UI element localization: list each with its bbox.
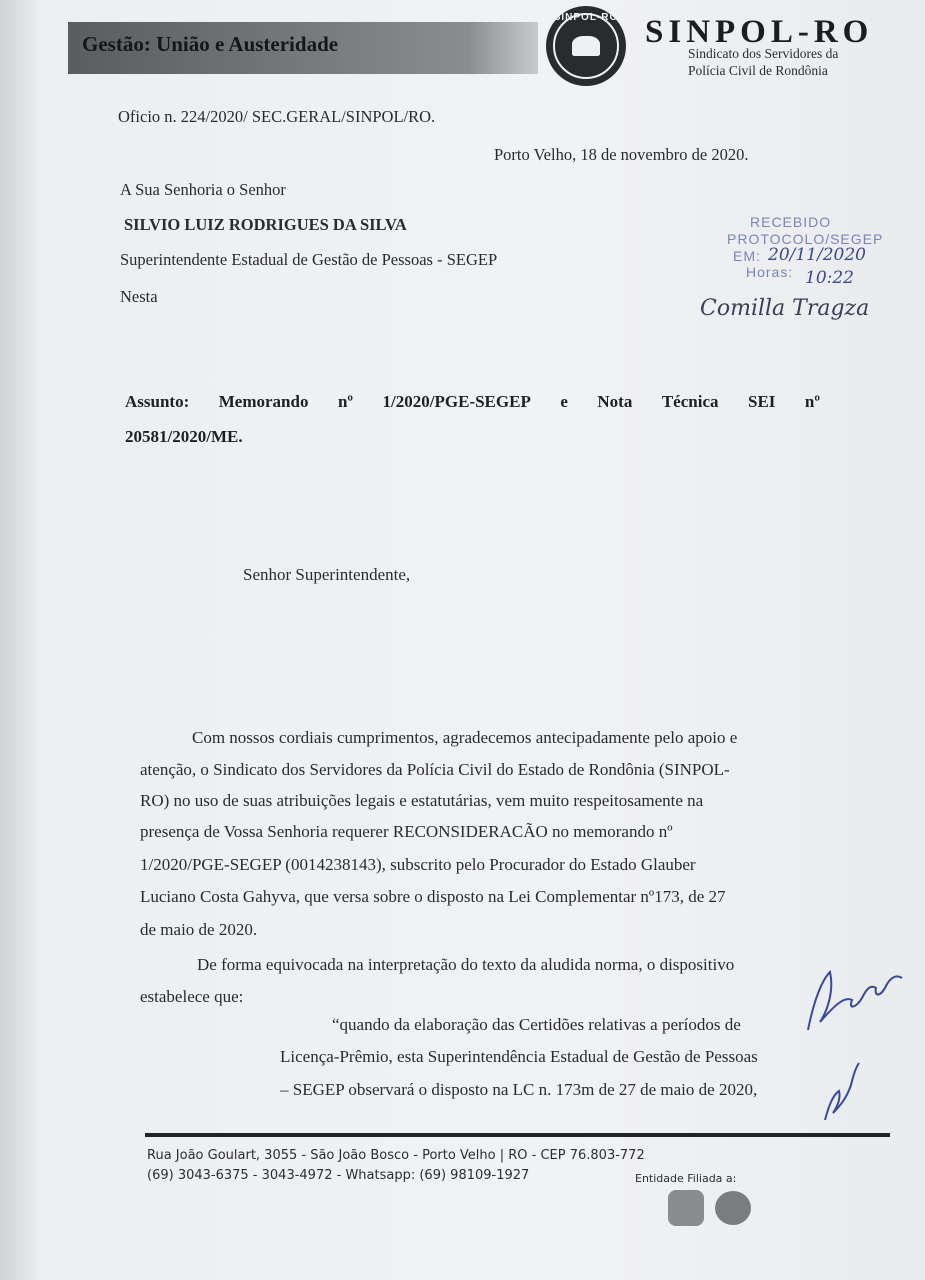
letter-reference: Oficio n. 224/2020/ SEC.GERAL/SINPOL/RO. (118, 107, 436, 126)
seal-text: SINPOL-RO (553, 12, 619, 23)
addressee-intro: A Sua Senhoria o Senhor (120, 180, 286, 199)
subject-word: SEI (748, 392, 776, 411)
subject-word: Memorando (218, 392, 309, 411)
banner-text: Gestão: União e Austeridade (82, 32, 339, 56)
quote-line: Licença-Prêmio, esta Superintendência Estadual de Gestão de Pessoas (280, 1047, 758, 1066)
footer-divider (145, 1133, 890, 1137)
affiliated-entity-emblem-icon (668, 1190, 704, 1226)
subject-word: Técnica (661, 392, 719, 411)
footer-phones: (69) 3043-6375 - 3043-4972 - Whatsapp: (69) 98109-1927 (147, 1168, 530, 1183)
body-line: presença de Vossa Senhoria requerer RECONSIDERACÃO no memorando nº (140, 822, 673, 841)
addressee-role: Superintendente Estadual de Gestão de Pessoas - SEGEP (120, 250, 498, 269)
seal-emblem-icon (572, 36, 600, 56)
receiver-signature: Comilla Tragza (700, 296, 870, 321)
brand-name: SINPOL-RO (645, 14, 874, 50)
subject-line-1 (125, 392, 820, 412)
subject-word: nº (804, 392, 820, 411)
brand-subtitle-line1: Sindicato dos Servidores da (688, 46, 839, 61)
margin-initials-signature (800, 960, 910, 1035)
header-banner (68, 22, 538, 74)
affiliated-entity-badge-icon (715, 1191, 751, 1225)
footer-entity-label: Entidade Filiada a: (635, 1172, 737, 1185)
body-line: RO) no uso de suas atribuições legais e estatutárias, vem muito respeitosamente na (140, 791, 704, 810)
subject-word: e (560, 392, 568, 411)
subject-word: Assunto: (125, 392, 190, 411)
body-line: estabelece que: (140, 987, 244, 1006)
subject-word: nº (337, 392, 354, 411)
quote-line: “quando da elaboração das Certidões relativas a períodos de (332, 1015, 741, 1034)
body-line: Luciano Costa Gahyva, que versa sobre o disposto na Lei Complementar nº173, de 27 (140, 887, 726, 906)
salutation: Senhor Superintendente, (243, 565, 411, 584)
received-stamp-time: 10:22 (805, 268, 854, 288)
margin-mark-signature (815, 1055, 865, 1130)
body-line: Com nossos cordiais cumprimentos, agradecemos antecipadamente pelo apoio e (192, 728, 738, 747)
body-line: 1/2020/PGE-SEGEP (0014238143), subscrito pelo Procurador do Estado Glauber (140, 855, 696, 874)
received-stamp-office: PROTOCOLO/SEGEP (727, 231, 884, 247)
body-line: atenção, o Sindicato dos Servidores da Polícia Civil do Estado de Rondônia (SINPOL- (140, 760, 730, 779)
received-stamp-time-label: Horas: (746, 264, 794, 280)
body-line: De forma equivocada na interpretação do texto da aludida norma, o dispositivo (197, 955, 735, 974)
addressee-place: Nesta (120, 287, 158, 306)
subject-word: Nota (597, 392, 633, 411)
received-stamp-title: RECEBIDO (750, 214, 832, 230)
footer-address: Rua João Goulart, 3055 - São João Bosco - Porto Velho | RO - CEP 76.803-772 (147, 1148, 645, 1163)
addressee-name: SILVIO LUIZ RODRIGUES DA SILVA (124, 215, 407, 234)
quote-line: – SEGEP observará o disposto na LC n. 173m de 27 de maio de 2020, (280, 1080, 758, 1099)
subject-line-2: 20581/2020/ME. (125, 427, 243, 446)
received-stamp-date: 20/11/2020 (768, 245, 866, 265)
place-date: Porto Velho, 18 de novembro de 2020. (494, 145, 749, 164)
sinpol-seal-logo (546, 6, 626, 86)
received-stamp-date-label: EM: (733, 248, 761, 264)
subject-word: 1/2020/PGE-SEGEP (382, 392, 531, 411)
brand-subtitle-line2: Polícia Civil de Rondônia (688, 63, 828, 78)
body-line: de maio de 2020. (140, 920, 258, 939)
